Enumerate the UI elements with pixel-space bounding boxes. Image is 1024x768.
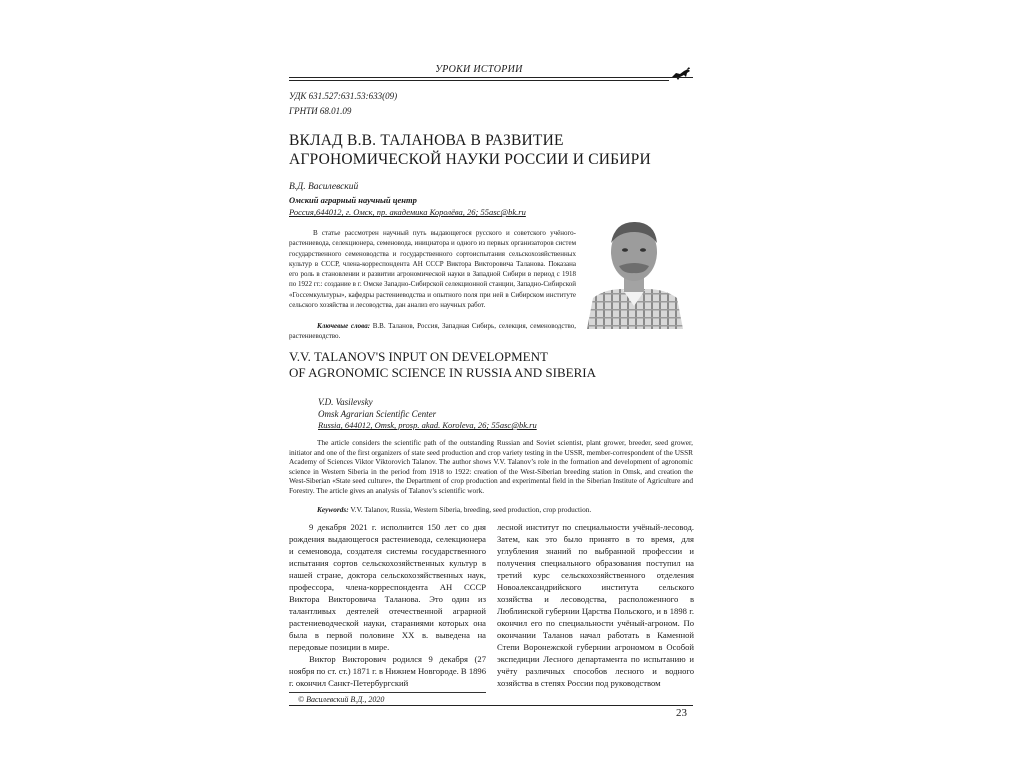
title-ru-line-1: ВКЛАД В.В. ТАЛАНОВА В РАЗВИТИЕ <box>289 132 564 149</box>
body-paragraph: 9 декабря 2021 г. исполнится 150 лет со дня рождения выдающегося растениевода, селекционера и семеновода, создателя системы государственного испытания сортов сельскохозяйственных культур в нашей стране, доктора сельскохозяйственных наук, профессора, члена-корреспондента АН СССР Виктора Викторовича Таланова. Это один из талантливых деятелей отечественной аграрной растениеводческой науки, стараниями которых она была в первой половине XX в. выведена на передовые позиции в мире. <box>289 522 486 652</box>
affiliation-ru: Омский аграрный научный центр <box>289 195 417 205</box>
journal-logo-icon <box>670 66 692 82</box>
abstract-en: The article considers the scientific path of the outstanding Russian and Soviet scientist, plant grower, breeder, seed grower, initiator and one of the first organizers of state seed production and crop variety testing in the USSR, member-correspondent of the USSR Academy of Sciences Viktor Viktorovich Talanov. The author shows V.V. Talanov’s role in the formation and development of agronomic science in Western Siberia in the period from 1918 to 1922: creation of the West-Siberian breeding station in Omsk, and creation the West-Siberian «State seed culture», the Department of crop production and experimental field in the Siberian Institute of Agriculture and Forestry. The article gives an analysis of Talanov’s scientific work. <box>289 438 693 495</box>
body-column-left <box>289 521 486 689</box>
affiliation-en: Omsk Agrarian Scientific Center <box>318 409 437 419</box>
author-ru: В.Д. Василевский <box>289 182 359 192</box>
keywords-en-text: V.V. Talanov, Russia, Western Siberia, breeding, seed production, crop production. <box>350 505 592 514</box>
keywords-ru <box>289 321 576 342</box>
body-column-right <box>497 521 694 689</box>
keywords-ru-text: В.В. Таланов, Россия, Западная Сибирь, селекция, семеноводство, растениеводство. <box>289 322 577 341</box>
header-rule <box>289 77 693 78</box>
article-title-ru <box>289 131 709 169</box>
body-paragraph: лесной институт по специальности учёный-лесовод. Затем, как это было принято в то время, для углубления знаний по выбранной профессии и получения специального образования поступил на третий курс сельскохозяйственного отделения Новоалександрийского института сельского хозяйства и лесоводства, расположенного в Люблинской губернии Царства Польского, и в 1898 г. окончил его по специальности учёный-агроном. По окончании Таланов начал работать в Каменной Степи Воронежской губернии агрономом в Особой экспедиции Лесного департамента по испытанию и учёту различных способов лесного и водного хозяйства в степях России под руководством <box>497 522 694 688</box>
keywords-ru-label: Ключевые слова: <box>317 322 371 330</box>
abstract-ru: В статье рассмотрен научный путь выдающегося русского и советского учёного-растениевода, селекционера, семеновода, инициатора и одного из первых организаторов систем государственного семеноводства и государственного сортоиспытания сельскохозяйственных культур в СССР, члена-корреспондента АН СССР Виктора Викторовича Таланова. Показана его роль в становлении и развитии агрономической науки в Западной Сибири в период с 1918 по 1922 гг.: создание в г. Омске Западно-Сибирской селекционной станции, Западно-Сибирской «Госсемкультуры», кафедры растениеводства и опытного поля при ней в Сибирском институте сельского хозяйства и лесоводства, дан анализ его научных работ. <box>289 229 576 310</box>
copyright-note: © Василевский В.Д., 2020 <box>298 695 385 704</box>
keywords-en <box>289 505 693 514</box>
section-header: УРОКИ ИСТОРИИ <box>435 64 523 75</box>
udk-code: УДК 631.527:631.53:633(09) <box>289 91 398 101</box>
page-number: 23 <box>676 707 687 719</box>
body-paragraph: Виктор Викторович родился 9 декабря (27 ноября по ст. ст.) 1871 г. в Нижнем Новгороде. В 1896 г. окончил Санкт-Петербургский <box>289 654 487 688</box>
address-ru: Россия,644012, г. Омск, пр. академика Королёва, 26; 55asc@bk.ru <box>289 207 526 217</box>
keywords-en-label: Keywords: <box>317 505 349 514</box>
header-rule-secondary <box>289 80 669 81</box>
title-en-line-2: OF AGRONOMIC SCIENCE IN RUSSIA AND SIBERIA <box>289 364 596 380</box>
grnti-code: ГРНТИ 68.01.09 <box>289 106 352 116</box>
author-en: V.D. Vasilevsky <box>318 397 373 407</box>
article-title-en <box>289 349 709 380</box>
title-en-line-1: V.V. TALANOV'S INPUT ON DEVELOPMENT <box>289 349 548 364</box>
author-photo <box>579 210 689 329</box>
title-ru-line-2: АГРОНОМИЧЕСКОЙ НАУКИ РОССИИ И СИБИРИ <box>289 151 651 168</box>
address-en: Russia, 644012, Omsk, prosp. akad. Koroleva, 26; 55asc@bk.ru <box>318 420 537 430</box>
footnote-rule <box>289 692 486 693</box>
footer-rule <box>289 705 693 706</box>
